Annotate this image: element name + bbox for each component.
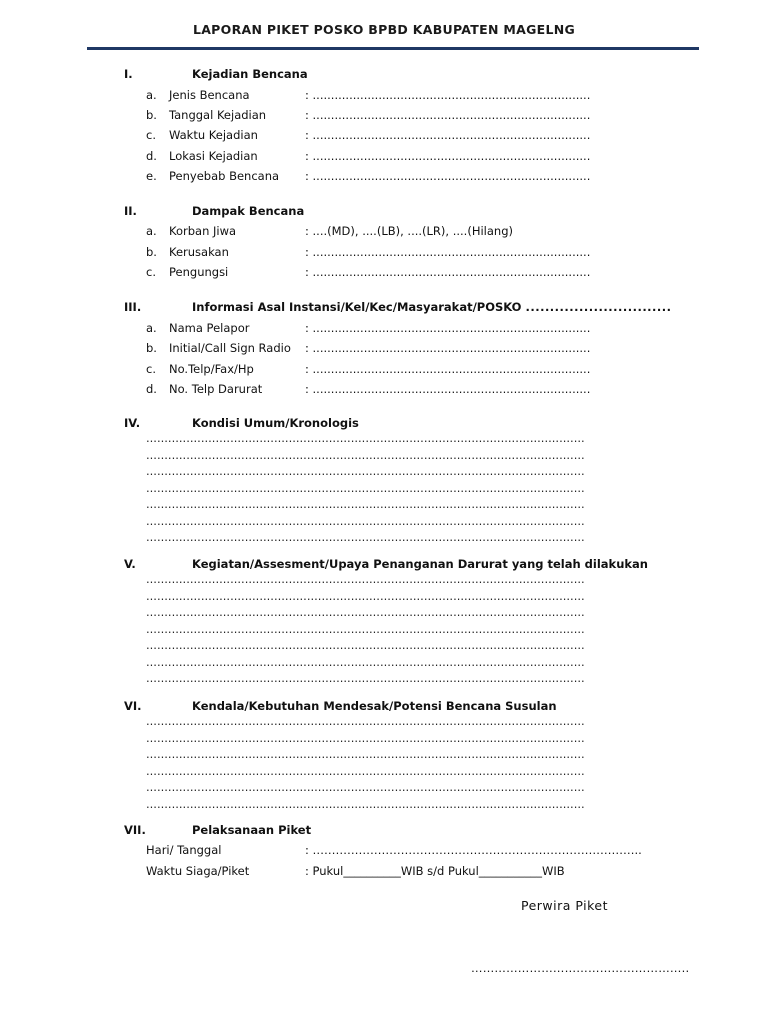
section-1-title: Kejadian Bencana <box>192 67 308 81</box>
field-korban-jiwa[interactable]: : ....(MD), ....(LB), ....(LR), ....(Hilang) <box>305 224 513 238</box>
kendala-line[interactable]: ........................................................................................................................ <box>146 731 585 745</box>
section-7-title: Pelaksanaan Piket <box>192 823 312 837</box>
field-telp-darurat[interactable]: : ............................................................................ <box>305 382 591 396</box>
item-letter: e. <box>146 169 157 183</box>
item-letter: a. <box>146 224 157 238</box>
section-2-number: II. <box>124 204 137 218</box>
kegiatan-line[interactable]: ........................................................................................................................ <box>146 671 585 685</box>
item-label-korban-jiwa: Korban Jiwa <box>169 224 237 238</box>
item-letter: d. <box>146 382 157 396</box>
kronologis-line[interactable]: ........................................................................................................................ <box>146 530 585 544</box>
item-label-pengungsi: Pengungsi <box>169 265 229 279</box>
item-label-telp: No.Telp/Fax/Hp <box>169 362 254 376</box>
field-pengungsi[interactable]: : ............................................................................ <box>305 265 591 279</box>
section-5-number: V. <box>124 557 136 571</box>
field-hari-tanggal[interactable]: : ………………………………………………………………………….. <box>305 843 642 857</box>
item-label-tanggal-kejadian: Tanggal Kejadian <box>169 108 267 122</box>
item-label-lokasi-kejadian: Lokasi Kejadian <box>169 149 258 163</box>
section-4-number: IV. <box>124 416 141 430</box>
section-3-title-text: Informasi Asal Instansi/Kel/Kec/Masyarakat/POSKO <box>192 300 522 314</box>
kendala-line[interactable]: ........................................................................................................................ <box>146 764 585 778</box>
item-label-telp-darurat: No. Telp Darurat <box>169 382 263 396</box>
item-letter: d. <box>146 149 157 163</box>
item-letter: c. <box>146 265 156 279</box>
kronologis-line[interactable]: ........................................................................................................................ <box>146 464 585 478</box>
field-call-sign[interactable]: : ............................................................................ <box>305 341 591 355</box>
field-telp[interactable]: : ............................................................................ <box>305 362 591 376</box>
item-label-call-sign: Initial/Call Sign Radio <box>169 341 291 355</box>
field-kerusakan[interactable]: : ............................................................................ <box>305 245 591 259</box>
item-letter: a. <box>146 321 157 335</box>
signature-line[interactable]: ……………………………………………….. <box>471 961 690 975</box>
section-3-number: III. <box>124 300 142 314</box>
item-letter: c. <box>146 128 156 142</box>
kegiatan-line[interactable]: ........................................................................................................................ <box>146 655 585 669</box>
section-7-number: VII. <box>124 823 146 837</box>
perwira-piket-label: Perwira Piket <box>521 898 609 913</box>
label-waktu-siaga: Waktu Siaga/Piket <box>146 864 250 878</box>
kronologis-line[interactable]: ........................................................................................................................ <box>146 431 585 445</box>
kendala-line[interactable]: ........................................................................................................................ <box>146 797 585 811</box>
item-label-kerusakan: Kerusakan <box>169 245 229 259</box>
document-title: LAPORAN PIKET POSKO BPBD KABUPATEN MAGELNG <box>192 22 576 37</box>
item-label-jenis-bencana: Jenis Bencana <box>169 88 250 102</box>
section-3-title-fill[interactable]: .............................. <box>525 300 672 314</box>
kendala-line[interactable]: ........................................................................................................................ <box>146 714 585 728</box>
kegiatan-line[interactable]: ........................................................................................................................ <box>146 622 585 636</box>
kendala-line[interactable]: ........................................................................................................................ <box>146 780 585 794</box>
item-letter: b. <box>146 108 157 122</box>
kronologis-line[interactable]: ........................................................................................................................ <box>146 514 585 528</box>
item-letter: c. <box>146 362 156 376</box>
label-hari-tanggal: Hari/ Tanggal <box>146 843 222 857</box>
kegiatan-line[interactable]: ........................................................................................................................ <box>146 572 585 586</box>
kendala-line[interactable]: ........................................................................................................................ <box>146 747 585 761</box>
item-letter: b. <box>146 341 157 355</box>
field-tanggal-kejadian[interactable]: : ............................................................................ <box>305 108 591 122</box>
field-penyebab-bencana[interactable]: : ............................................................................ <box>305 169 591 183</box>
field-nama-pelapor[interactable]: : ............................................................................ <box>305 321 591 335</box>
section-3-title <box>192 300 672 314</box>
field-lokasi-kejadian[interactable]: : ............................................................................ <box>305 149 591 163</box>
kegiatan-line[interactable]: ........................................................................................................................ <box>146 638 585 652</box>
kegiatan-line[interactable]: ........................................................................................................................ <box>146 589 585 603</box>
title-underline <box>87 47 699 50</box>
section-5-title: Kegiatan/Assesment/Upaya Penanganan Darurat yang telah dilakukan <box>192 557 648 571</box>
field-waktu-siaga[interactable]: : Pukul__________WIB s/d Pukul___________WIB <box>305 864 565 878</box>
section-6-number: VI. <box>124 699 142 713</box>
section-4-title: Kondisi Umum/Kronologis <box>192 416 359 430</box>
item-letter: a. <box>146 88 157 102</box>
kronologis-line[interactable]: ........................................................................................................................ <box>146 497 585 511</box>
field-waktu-kejadian[interactable]: : ............................................................................ <box>305 128 591 142</box>
item-label-penyebab-bencana: Penyebab Bencana <box>169 169 280 183</box>
section-2-title: Dampak Bencana <box>192 204 305 218</box>
kronologis-line[interactable]: ........................................................................................................................ <box>146 448 585 462</box>
field-jenis-bencana[interactable]: : ............................................................................ <box>305 88 591 102</box>
kegiatan-line[interactable]: ........................................................................................................................ <box>146 605 585 619</box>
section-1-number: I. <box>124 67 133 81</box>
item-label-waktu-kejadian: Waktu Kejadian <box>169 128 258 142</box>
item-label-nama-pelapor: Nama Pelapor <box>169 321 250 335</box>
section-6-title: Kendala/Kebutuhan Mendesak/Potensi Bencana Susulan <box>192 699 557 713</box>
item-letter: b. <box>146 245 157 259</box>
kronologis-line[interactable]: ........................................................................................................................ <box>146 481 585 495</box>
